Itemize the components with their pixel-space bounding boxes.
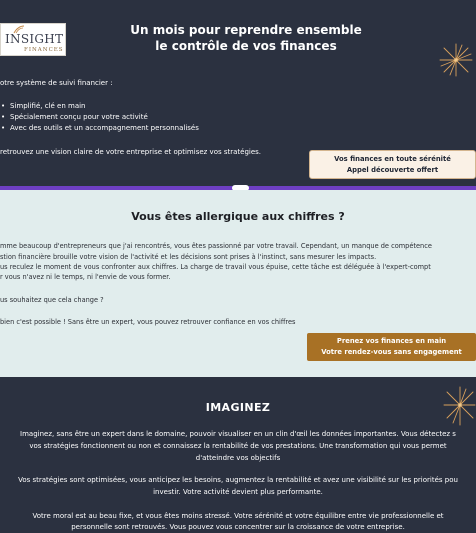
logo-subtitle: FINANCES	[24, 47, 64, 53]
firework-icon	[436, 40, 476, 80]
logo-wordmark: INSIGHT	[5, 32, 64, 46]
cta-line-2: Appel découverte offert	[346, 166, 439, 174]
section-title: Vous êtes allergique aux chiffres ?	[131, 210, 345, 223]
paragraph-line: Imaginez, sans être un expert dans le domaine, pouvoir visualiser en un clin d'œil les données importantes. Vous détectez s	[20, 430, 456, 438]
list-item: • Avec des outils et un accompagnement personnalisés	[0, 123, 199, 134]
hero-section	[0, 0, 476, 188]
cta-line-1: Vos finances en toute sérénité	[334, 155, 451, 163]
hero-intro-text: otre système de suivi financier :	[0, 79, 113, 87]
paragraph-line: d'atteindre vos objectifs	[195, 454, 281, 462]
paragraph-line: us reculez le moment de vous confronter aux chiffres. La charge de travail vous épuise, cette tâche est déléguée à l'expert-compt	[0, 263, 431, 271]
hero-title-line-1: Un mois pour reprendre ensemble	[130, 23, 362, 37]
question-text: us souhaitez que cela change ?	[0, 296, 104, 304]
paragraph-line: personnelle sont retrouvés. Vous pouvez vous concentrer sur la croissance de votre entreprise.	[71, 523, 405, 531]
insight-finances-logo[interactable]	[0, 23, 66, 56]
take-control-button[interactable]	[307, 333, 476, 361]
hero-title	[110, 22, 382, 54]
paragraph-line: mme beaucoup d'entrepreneurs que j'ai rencontrés, vous êtes passionné par votre travail. Cependant, un manque de compétence	[0, 242, 432, 250]
imagine-section	[0, 377, 476, 533]
hero-title-line-2: le contrôle de vos finances	[155, 39, 337, 53]
list-item: • Spécialement conçu pour votre activité	[0, 112, 199, 123]
hero-benefits-list	[0, 101, 199, 134]
paragraph-line: Vos stratégies sont optimisées, vous anticipez les besoins, augmentez la rentabilité et avez une visibilité sur les priorités pou	[18, 476, 458, 484]
list-item: • Simplifié, clé en main	[0, 101, 199, 112]
hero-outcome-text: retrouvez une vision claire de votre entreprise et optimisez vos stratégies.	[0, 148, 262, 156]
cta-line-2: Votre rendez-vous sans engagement	[321, 348, 462, 356]
cta-line-1: Prenez vos finances en main	[336, 337, 447, 345]
discovery-call-button[interactable]	[309, 150, 476, 179]
paragraph-line: Votre moral est au beau fixe, et vous êtes moins stressé. Votre sérénité et votre équilibre entre vie professionnelle et	[32, 512, 444, 520]
answer-text: bien c'est possible ! Sans être un expert, vous pouvez retrouver confiance en vos chiffres	[0, 318, 296, 326]
section-title: IMAGINEZ	[205, 401, 271, 414]
allergy-section	[0, 190, 476, 377]
paragraph-line: r vous n'avez ni le temps, ni l'envie de vous former.	[0, 273, 171, 281]
paragraph-line: vos stratégies fonctionnent ou non et connaissez la rentabilité de vos prestations. Une transformation qui vous permet	[29, 442, 447, 450]
firework-icon	[440, 383, 476, 429]
paragraph-line: investir. Votre activité devient plus performante.	[153, 488, 323, 496]
paragraph-line: stion financière brouille votre vision de l'activité et les décisions sont prises à l'instinct, sans mesurer les impacts.	[0, 253, 377, 261]
